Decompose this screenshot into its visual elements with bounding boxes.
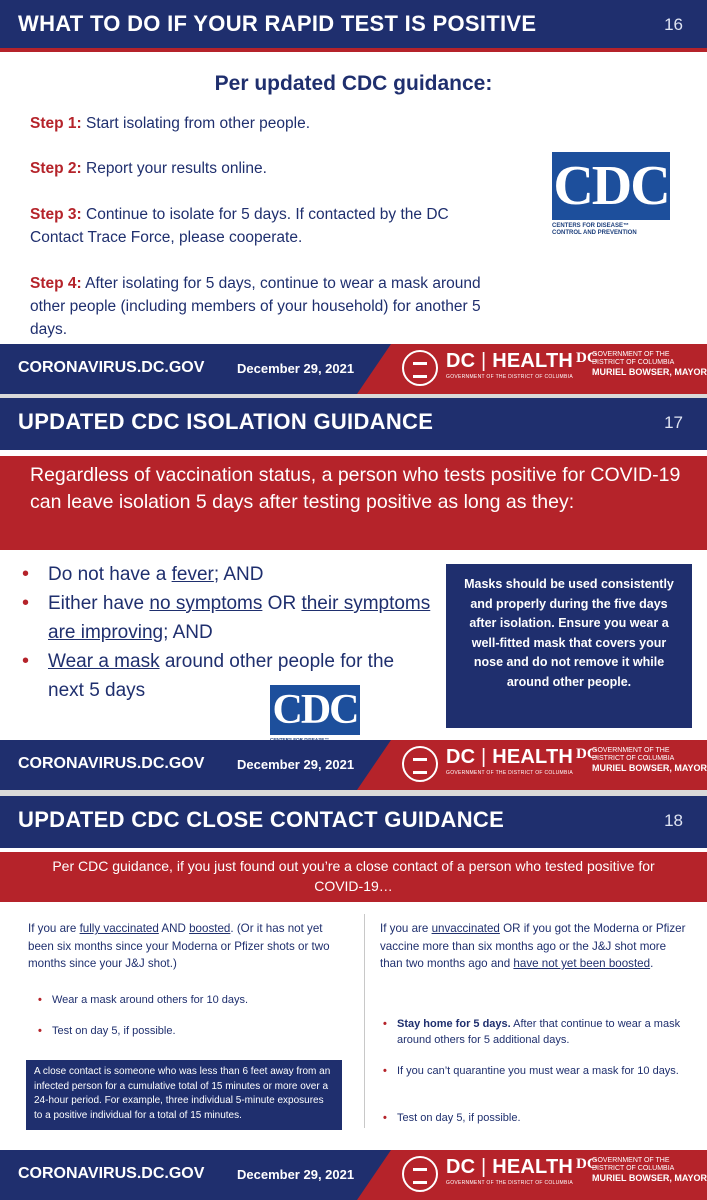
close-contact-intro: Per CDC guidance, if you just found out you’re a close contact of a person who tested positive for COVID-19… — [0, 852, 707, 902]
cdc-logo-mark: CDC — [270, 685, 360, 735]
condition-text: If you are — [28, 922, 80, 935]
step-label: Step 1: — [30, 115, 82, 132]
gov-line2: DISTRICT OF COLUMBIA — [592, 755, 675, 762]
condition-text: OR if you got the Moderna or Pfizer vaccine more than six months ago or the J&J shot more than two months ago and — [380, 922, 686, 970]
bullet-icon: • — [38, 1025, 42, 1037]
vaccinated-boosted-condition — [28, 920, 348, 973]
bullet-underlined: no symptoms — [149, 593, 263, 614]
step-text: Start isolating from other people. — [86, 115, 311, 132]
dc-health-subtext: GOVERNMENT OF THE DISTRICT OF COLUMBIA — [446, 374, 573, 380]
bullet-text: Either have — [48, 593, 150, 614]
bullet-text: Test on day 5, if possible. — [52, 1025, 176, 1037]
bullet-text: ; AND — [163, 622, 213, 643]
dc-health-logo: DC | HEALTH GOVERNMENT OF THE DISTRICT OF COLUMBIA — [446, 1156, 574, 1186]
gov-line2: DISTRICT OF COLUMBIA — [592, 359, 675, 366]
bullet-cant-quarantine — [383, 1063, 687, 1079]
bullet-test-day-5 — [383, 1110, 687, 1126]
title-bar — [0, 0, 707, 52]
bullet-icon: • — [383, 1065, 387, 1077]
bullet-text: Do not have a — [48, 564, 172, 585]
footer-url: CORONAVIRUS.DC.GOV — [18, 755, 205, 772]
cdc-caption-line2: CONTROL AND PREVENTION — [552, 230, 637, 237]
footer — [0, 1150, 707, 1200]
footer-date: December 29, 2021 — [237, 361, 355, 376]
step-text: After isolating for 5 days, continue to wear a mask around other people (including members of your household) for another 5 days. — [30, 275, 481, 338]
bullet-symptoms — [22, 589, 432, 647]
footer — [0, 740, 707, 790]
condition-text: If you are — [380, 922, 432, 935]
bullet-text: ; AND — [213, 564, 264, 585]
cdc-logo-mark: CDC — [552, 152, 670, 220]
dc-text: DC — [446, 746, 476, 768]
bullet-icon: • — [22, 563, 30, 585]
footer — [0, 344, 707, 394]
condition-text: . — [650, 957, 654, 970]
step-3 — [30, 203, 498, 249]
mayor-name: MURIEL BOWSER, MAYOR — [592, 1173, 707, 1183]
slide-16 — [0, 0, 707, 394]
cdc-logo-caption — [552, 223, 670, 237]
bullet-text: Test on day 5, if possible. — [397, 1112, 521, 1124]
step-4 — [30, 272, 508, 341]
dc-mark: DC — [576, 350, 598, 366]
close-contact-definition-box: A close contact is someone who was less than 6 feet away from an infected person for a cumulative total of 15 minutes or more over a 24-hour period. For example, three individual 5-minute exposures to a positive individual for a total of 15 minutes. — [26, 1060, 342, 1130]
bullet-bold-text: Stay home for 5 days. — [397, 1018, 511, 1030]
step-2 — [30, 157, 500, 180]
bullet-icon: • — [22, 592, 30, 614]
title-bar — [0, 796, 707, 848]
dc-health-logo: DC | HEALTH GOVERNMENT OF THE DISTRICT OF COLUMBIA — [446, 350, 574, 380]
mayor-name: MURIEL BOWSER, MAYOR — [592, 763, 707, 773]
unvaccinated-condition — [380, 920, 690, 973]
footer-date: December 29, 2021 — [237, 1167, 355, 1182]
page-number: 16 — [664, 15, 683, 34]
bullet-mask-10-days — [38, 992, 342, 1008]
bullet-text: around other people for the next 5 days — [48, 651, 395, 701]
condition-text: AND — [158, 922, 190, 935]
bullet-fever — [22, 560, 432, 589]
dc-text: DC — [446, 1156, 476, 1178]
dc-mark: DC — [576, 1156, 598, 1172]
bullet-stay-home — [383, 1016, 689, 1048]
step-label: Step 4: — [30, 275, 82, 292]
cdc-logo — [270, 685, 360, 748]
health-text: HEALTH — [492, 350, 574, 372]
guidance-subtitle: Per updated CDC guidance: — [214, 72, 493, 95]
bullet-text: Wear a mask around others for 10 days. — [52, 994, 249, 1006]
bullet-text: After that continue to wear a mask around others for 5 additional days. — [397, 1018, 681, 1046]
gov-line1: GOVERNMENT OF THE — [592, 747, 670, 754]
title-stripe — [0, 48, 707, 52]
dc-seal-icon — [402, 350, 438, 386]
step-label: Step 3: — [30, 206, 82, 223]
dc-seal-icon — [402, 1156, 438, 1192]
mayor-name: MURIEL BOWSER, MAYOR — [592, 367, 707, 377]
step-1 — [30, 112, 500, 135]
slide-title: WHAT TO DO IF YOUR RAPID TEST IS POSITIVE — [18, 11, 537, 36]
dc-seal-icon — [402, 746, 438, 782]
condition-underlined: boosted — [189, 922, 231, 935]
slide-18 — [0, 796, 707, 1200]
dc-health-subtext: GOVERNMENT OF THE DISTRICT OF COLUMBIA — [446, 1180, 573, 1186]
dc-text: DC — [446, 350, 476, 372]
bullet-mask — [22, 647, 422, 705]
step-text: Continue to isolate for 5 days. If contacted by the DC Contact Trace Force, please cooperate. — [30, 206, 449, 246]
dc-government-logo — [576, 351, 707, 378]
bullet-icon: • — [38, 994, 42, 1006]
dc-health-logo: DC | HEALTH GOVERNMENT OF THE DISTRICT OF COLUMBIA — [446, 746, 574, 776]
bullet-text: OR — [262, 593, 302, 614]
gov-line2: DISTRICT OF COLUMBIA — [592, 1165, 675, 1172]
bullet-icon: • — [22, 650, 30, 672]
dc-health-subtext: GOVERNMENT OF THE DISTRICT OF COLUMBIA — [446, 770, 573, 776]
isolation-intro: Regardless of vaccination status, a person who tests positive for COVID-19 can leave isolation 5 days after testing positive as long as they: — [0, 456, 707, 550]
footer-date: December 29, 2021 — [237, 757, 355, 772]
title-bar — [0, 398, 707, 450]
bullet-text: If you can’t quarantine you must wear a mask for 10 days. — [397, 1065, 679, 1077]
footer-url: CORONAVIRUS.DC.GOV — [18, 359, 205, 376]
dc-government-logo — [576, 1157, 707, 1184]
condition-underlined: unvaccinated — [431, 922, 500, 935]
bullet-icon: • — [383, 1018, 387, 1030]
slide-title: UPDATED CDC CLOSE CONTACT GUIDANCE — [18, 807, 505, 832]
slide-17 — [0, 398, 707, 790]
cdc-caption-line1: CENTERS FOR DISEASE™ — [552, 223, 630, 229]
column-divider — [364, 914, 365, 1128]
bullet-test-day-5 — [38, 1023, 342, 1039]
page-number: 18 — [664, 811, 683, 830]
condition-underlined: have not yet been boosted — [513, 957, 651, 970]
condition-text: . (Or it has not yet been six months since your Moderna or Pfizer shots or two months since your J&J shot.) — [28, 922, 330, 970]
bullet-underlined: their symptoms are improving — [48, 593, 431, 643]
condition-underlined: fully vaccinated — [79, 922, 159, 935]
page-number: 17 — [664, 413, 683, 432]
gov-line1: GOVERNMENT OF THE — [592, 351, 670, 358]
step-label: Step 2: — [30, 160, 82, 177]
gov-line1: GOVERNMENT OF THE — [592, 1157, 670, 1164]
bullet-icon: • — [383, 1112, 387, 1124]
step-text: Report your results online. — [86, 160, 267, 177]
health-text: HEALTH — [492, 1156, 574, 1178]
cdc-logo — [552, 152, 670, 237]
footer-url: CORONAVIRUS.DC.GOV — [18, 1165, 205, 1182]
dc-mark: DC — [576, 746, 598, 762]
health-text: HEALTH — [492, 746, 574, 768]
dc-government-logo — [576, 747, 707, 774]
bullet-underlined: fever — [171, 564, 214, 585]
bullet-underlined: Wear a mask — [48, 651, 160, 672]
mask-guidance-box: Masks should be used consistently and properly during the five days after isolation. Ensure you wear a well-fitted mask that covers your nose and do not remove it while around other people. — [446, 564, 692, 728]
slide-title: UPDATED CDC ISOLATION GUIDANCE — [18, 409, 434, 434]
